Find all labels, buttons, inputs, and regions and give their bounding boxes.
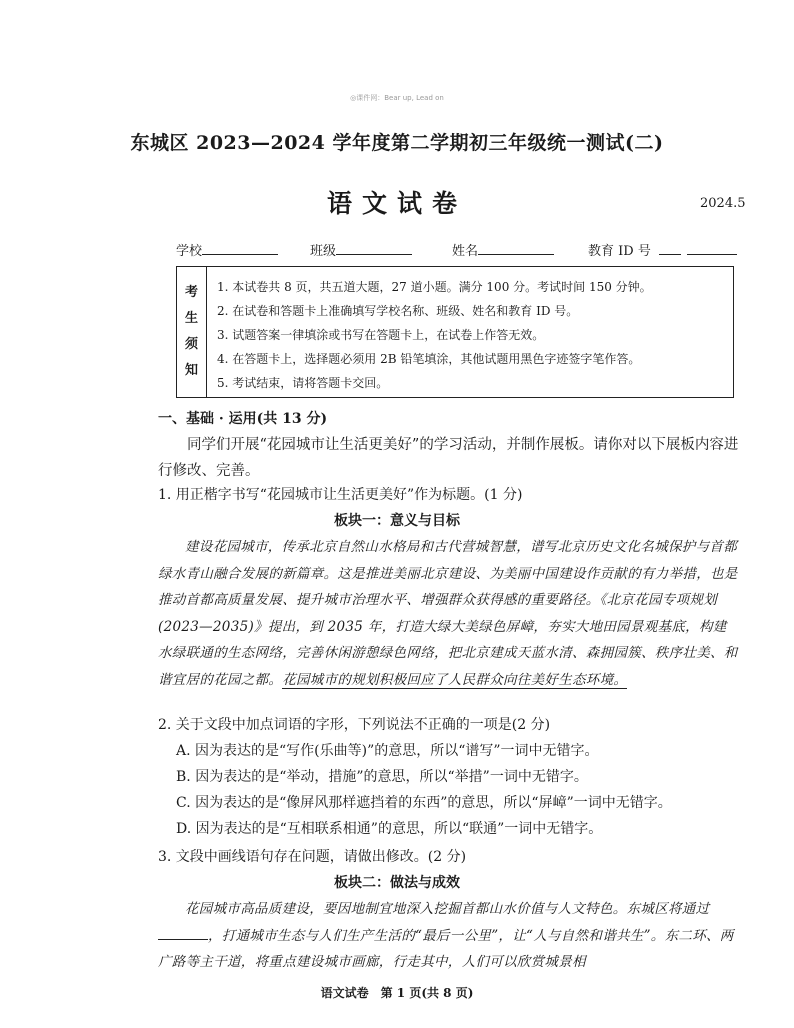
notice-side-char: 生 bbox=[184, 311, 198, 326]
id-blank-2[interactable] bbox=[687, 242, 737, 255]
block1-title: 板块一：意义与目标 bbox=[334, 513, 460, 529]
id-field[interactable] bbox=[588, 240, 737, 259]
underlined-sentence: 花园城市的规划积极回应了人民群众向往美好生态环境。 bbox=[282, 671, 628, 688]
id-blank-1[interactable] bbox=[659, 242, 681, 255]
class-blank[interactable] bbox=[336, 242, 412, 255]
option-b: B. 因为表达的是“举动，措施”的意思，所以“举措”一词中无错字。 bbox=[176, 769, 588, 785]
section-intro: 同学们开展“花园城市让生活更美好”的学习活动，并制作展板。请你对以下展板内容进行修改、完善。 bbox=[158, 437, 739, 479]
passage-1-text: 建设花园城市，传承北京自然山水格局和古代营城智慧，谱写北京历史文化名城保护与首都绿水青山融合发展的新篇章。这是推进美丽北京建设、为美丽中国建设作贡献的有力举措，也是推动首都高质量发展、提升城市治理水平、增强群众获得感的重要路径。《北京花园专项规划(2023—2035)》提出，到 2035 年，打造大绿大美绿色屏嶂，夯实大地田园景观基底，构建水绿联通的生态网络，完善休闲游憩绿色网络，把北京建成天蓝水清、森拥园簇、秩序壮美、和谐宜居的花园之都。 bbox=[158, 539, 738, 688]
id-label: 教育 ID 号 bbox=[588, 244, 651, 259]
school-blank[interactable] bbox=[202, 242, 278, 255]
exam-date: 2024.5 bbox=[700, 196, 746, 211]
name-blank[interactable] bbox=[478, 242, 554, 255]
passage-1 bbox=[158, 534, 740, 693]
question-2: 2. 关于文段中加点词语的字形，下列说法不正确的一项是(2 分) bbox=[158, 717, 551, 733]
notice-side-char: 知 bbox=[184, 363, 198, 378]
notice-side-label bbox=[177, 267, 207, 397]
notice-side-char: 考 bbox=[184, 285, 198, 300]
notice-item: 4. 在答题卡上，选择题必须用 2B 铅笔填涂，其他试题用黑色字迹签字笔作答。 bbox=[217, 352, 641, 366]
watermark: ◎课件网：Bear up, Lead on bbox=[350, 94, 444, 102]
block2-title: 板块二：做法与成效 bbox=[334, 875, 460, 891]
option-a: A. 因为表达的是“写作(乐曲等)”的意思，所以“谱写”一词中无错字。 bbox=[176, 743, 599, 759]
class-label: 班级 bbox=[310, 244, 337, 259]
question-1: 1. 用正楷字书写“花园城市让生活更美好”作为标题。(1 分) bbox=[158, 487, 523, 503]
passage-2 bbox=[158, 896, 740, 976]
option-d: D. 因为表达的是“互相联系相通”的意思，所以“联通”一词中无错字。 bbox=[176, 821, 603, 837]
notice-items bbox=[217, 275, 652, 395]
notice-item: 2. 在试卷和答题卡上准确填写学校名称、班级、姓名和教育 ID 号。 bbox=[217, 304, 579, 318]
class-field[interactable] bbox=[310, 240, 412, 259]
page-footer: 语文试卷 第 1 页(共 8 页) bbox=[320, 986, 474, 1000]
school-label: 学校 bbox=[176, 244, 203, 259]
notice-item: 1. 本试卷共 8 页，共五道大题，27 道小题。满分 100 分。考试时间 150 分钟。 bbox=[217, 280, 652, 294]
question-3: 3. 文段中画线语句存在问题，请做出修改。(2 分) bbox=[158, 849, 467, 865]
notice-side-char: 须 bbox=[184, 337, 198, 352]
notice-item: 5. 考试结束，请将答题卡交回。 bbox=[217, 376, 389, 390]
option-c: C. 因为表达的是“像屏风那样遮挡着的东西”的意思，所以“屏嶂”一词中无错字。 bbox=[176, 795, 672, 811]
paper-subtitle: 语文试卷 bbox=[326, 189, 467, 218]
passage-2-text-a: 花园城市高品质建设，要因地制宜地深入挖掘首都山水价值与人文特色。东城区将通过 bbox=[185, 901, 710, 917]
section-heading: 一、基础 · 运用(共 13 分) bbox=[158, 411, 328, 427]
passage-2-text-b: ，打通城市生态与人们生产生活的“最后一公里”，让“人与自然和谐共生”。东二环、两广路等主干道，将重点建设城市画廊，行走其中，人们可以欣赏城景相 bbox=[158, 927, 734, 970]
exam-notice-box bbox=[176, 266, 734, 398]
name-field[interactable] bbox=[452, 240, 554, 259]
fill-in-blank[interactable] bbox=[158, 939, 208, 940]
name-label: 姓名 bbox=[452, 244, 479, 259]
notice-item: 3. 试题答案一律填涂或书写在答题卡上，在试卷上作答无效。 bbox=[217, 328, 545, 342]
school-field[interactable] bbox=[176, 240, 278, 259]
exam-title: 东城区 2023—2024 学年度第二学期初三年级统一测试(二) bbox=[130, 132, 664, 154]
